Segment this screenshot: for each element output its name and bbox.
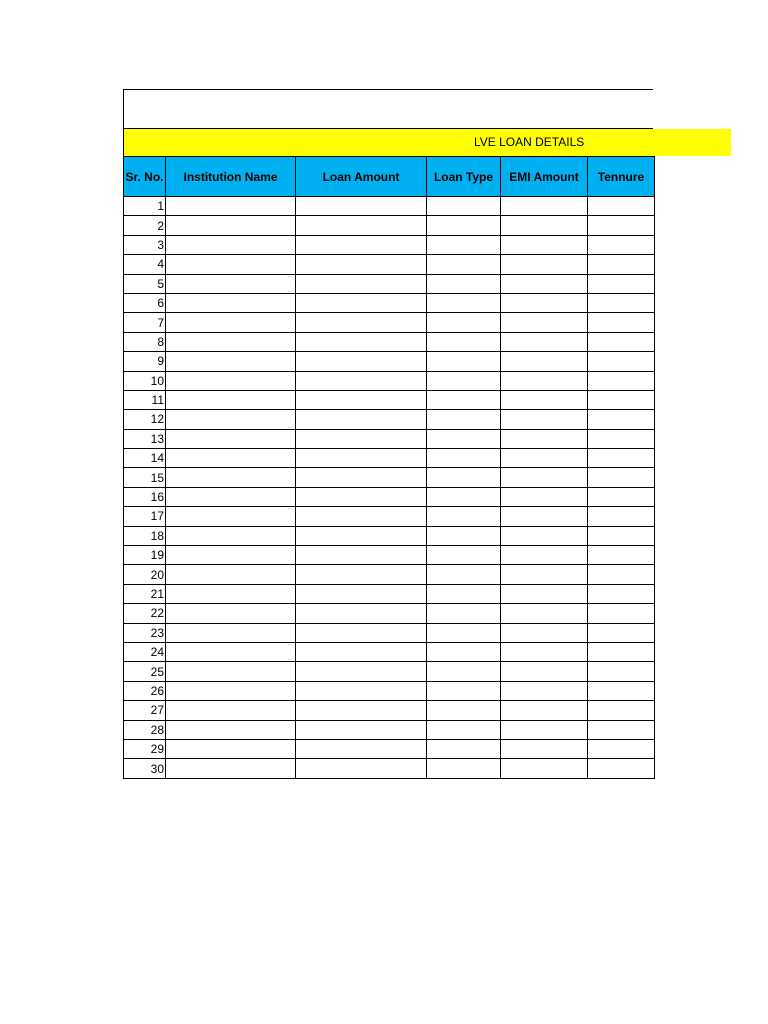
table-row [124, 662, 655, 681]
institution-name-cell[interactable] [166, 701, 296, 720]
loan-type-cell[interactable] [427, 681, 501, 700]
tennure-cell[interactable] [588, 584, 655, 603]
column-header-institution-name: Institution Name [166, 157, 296, 197]
loan-type-cell[interactable] [427, 546, 501, 565]
institution-name-cell[interactable] [166, 604, 296, 623]
sr-no-cell: 3 [124, 235, 166, 254]
institution-name-cell[interactable] [166, 487, 296, 506]
table-row [124, 623, 655, 642]
table-row [124, 235, 655, 254]
column-header-loan-amount: Loan Amount [296, 157, 427, 197]
tennure-cell[interactable] [588, 410, 655, 429]
tennure-cell[interactable] [588, 332, 655, 351]
tennure-cell[interactable] [588, 274, 655, 293]
table-row [124, 507, 655, 526]
sr-no-cell: 8 [124, 332, 166, 351]
loan-amount-cell[interactable] [296, 468, 427, 487]
loan-amount-cell[interactable] [296, 332, 427, 351]
loan-amount-cell[interactable] [296, 449, 427, 468]
sr-no-cell: 30 [124, 759, 166, 778]
loan-type-cell[interactable] [427, 274, 501, 293]
loan-amount-cell[interactable] [296, 410, 427, 429]
institution-name-cell[interactable] [166, 759, 296, 778]
institution-name-cell[interactable] [166, 546, 296, 565]
loan-amount-cell[interactable] [296, 701, 427, 720]
institution-name-cell[interactable] [166, 681, 296, 700]
blank-header-box [123, 89, 653, 129]
table-body [124, 197, 655, 779]
sr-no-cell: 4 [124, 255, 166, 274]
loan-type-cell[interactable] [427, 487, 501, 506]
tennure-cell[interactable] [588, 546, 655, 565]
sr-no-cell: 17 [124, 507, 166, 526]
institution-name-cell[interactable] [166, 197, 296, 216]
table-row [124, 255, 655, 274]
loan-type-cell[interactable] [427, 313, 501, 332]
sr-no-cell: 27 [124, 701, 166, 720]
institution-name-cell[interactable] [166, 662, 296, 681]
loan-amount-cell[interactable] [296, 681, 427, 700]
loan-type-cell[interactable] [427, 507, 501, 526]
loan-amount-cell[interactable] [296, 623, 427, 642]
table-row [124, 468, 655, 487]
tennure-cell[interactable] [588, 759, 655, 778]
tennure-cell[interactable] [588, 429, 655, 448]
loan-amount-cell[interactable] [296, 739, 427, 758]
institution-name-cell[interactable] [166, 313, 296, 332]
tennure-cell[interactable] [588, 642, 655, 661]
institution-name-cell[interactable] [166, 623, 296, 642]
emi-amount-cell[interactable] [501, 332, 588, 351]
emi-amount-cell[interactable] [501, 759, 588, 778]
column-header-tennure: Tennure [588, 157, 655, 197]
table-row [124, 352, 655, 371]
loan-amount-cell[interactable] [296, 526, 427, 545]
institution-name-cell[interactable] [166, 293, 296, 312]
tennure-cell[interactable] [588, 371, 655, 390]
loan-amount-cell[interactable] [296, 642, 427, 661]
sr-no-cell: 28 [124, 720, 166, 739]
tennure-cell[interactable] [588, 604, 655, 623]
emi-amount-cell[interactable] [501, 546, 588, 565]
table-row [124, 584, 655, 603]
table-row [124, 216, 655, 235]
table-row [124, 410, 655, 429]
loan-amount-cell[interactable] [296, 197, 427, 216]
institution-name-cell[interactable] [166, 642, 296, 661]
loan-amount-cell[interactable] [296, 390, 427, 409]
sr-no-cell: 19 [124, 546, 166, 565]
loan-amount-cell[interactable] [296, 371, 427, 390]
sr-no-cell: 5 [124, 274, 166, 293]
emi-amount-cell[interactable] [501, 197, 588, 216]
loan-details-sheet [123, 89, 653, 776]
institution-name-cell[interactable] [166, 468, 296, 487]
emi-amount-cell[interactable] [501, 720, 588, 739]
loan-type-cell[interactable] [427, 216, 501, 235]
tennure-cell[interactable] [588, 662, 655, 681]
table-row [124, 720, 655, 739]
sr-no-cell: 9 [124, 352, 166, 371]
tennure-cell[interactable] [588, 468, 655, 487]
loan-amount-cell[interactable] [296, 216, 427, 235]
table-row [124, 390, 655, 409]
emi-amount-cell[interactable] [501, 565, 588, 584]
institution-name-cell[interactable] [166, 352, 296, 371]
loan-type-cell[interactable] [427, 739, 501, 758]
tennure-cell[interactable] [588, 720, 655, 739]
column-header-loan-type: Loan Type [427, 157, 501, 197]
loan-type-cell[interactable] [427, 720, 501, 739]
tennure-cell[interactable] [588, 565, 655, 584]
sr-no-cell: 13 [124, 429, 166, 448]
table-row [124, 313, 655, 332]
institution-name-cell[interactable] [166, 507, 296, 526]
table-row [124, 487, 655, 506]
loan-type-cell[interactable] [427, 390, 501, 409]
sr-no-cell: 2 [124, 216, 166, 235]
loan-type-cell[interactable] [427, 255, 501, 274]
loan-type-cell[interactable] [427, 429, 501, 448]
institution-name-cell[interactable] [166, 274, 296, 293]
emi-amount-cell[interactable] [501, 235, 588, 254]
loan-amount-cell[interactable] [296, 313, 427, 332]
institution-name-cell[interactable] [166, 720, 296, 739]
sr-no-cell: 18 [124, 526, 166, 545]
institution-name-cell[interactable] [166, 429, 296, 448]
loan-type-cell[interactable] [427, 410, 501, 429]
emi-amount-cell[interactable] [501, 293, 588, 312]
institution-name-cell[interactable] [166, 739, 296, 758]
loan-type-cell[interactable] [427, 623, 501, 642]
tennure-cell[interactable] [588, 293, 655, 312]
loan-amount-cell[interactable] [296, 546, 427, 565]
emi-amount-cell[interactable] [501, 371, 588, 390]
loan-amount-cell[interactable] [296, 255, 427, 274]
emi-amount-cell[interactable] [501, 584, 588, 603]
institution-name-cell[interactable] [166, 410, 296, 429]
tennure-cell[interactable] [588, 507, 655, 526]
sr-no-cell: 20 [124, 565, 166, 584]
tennure-cell[interactable] [588, 739, 655, 758]
institution-name-cell[interactable] [166, 449, 296, 468]
emi-amount-cell[interactable] [501, 739, 588, 758]
tennure-cell[interactable] [588, 681, 655, 700]
loan-type-cell[interactable] [427, 701, 501, 720]
emi-amount-cell[interactable] [501, 623, 588, 642]
loan-type-cell[interactable] [427, 526, 501, 545]
emi-amount-cell[interactable] [501, 604, 588, 623]
sr-no-cell: 6 [124, 293, 166, 312]
tennure-cell[interactable] [588, 623, 655, 642]
loan-amount-cell[interactable] [296, 604, 427, 623]
institution-name-cell[interactable] [166, 332, 296, 351]
emi-amount-cell[interactable] [501, 352, 588, 371]
sr-no-cell: 16 [124, 487, 166, 506]
loan-amount-cell[interactable] [296, 235, 427, 254]
sr-no-cell: 14 [124, 449, 166, 468]
column-header-emi-amount: EMI Amount [501, 157, 588, 197]
loan-amount-cell[interactable] [296, 759, 427, 778]
sr-no-cell: 22 [124, 604, 166, 623]
tennure-cell[interactable] [588, 313, 655, 332]
tennure-cell[interactable] [588, 487, 655, 506]
table-row [124, 642, 655, 661]
emi-amount-cell[interactable] [501, 681, 588, 700]
tennure-cell[interactable] [588, 197, 655, 216]
emi-amount-cell[interactable] [501, 449, 588, 468]
emi-amount-cell[interactable] [501, 642, 588, 661]
institution-name-cell[interactable] [166, 255, 296, 274]
table-row [124, 759, 655, 778]
loan-amount-cell[interactable] [296, 662, 427, 681]
emi-amount-cell[interactable] [501, 410, 588, 429]
loan-amount-cell[interactable] [296, 584, 427, 603]
table-row [124, 565, 655, 584]
loan-amount-cell[interactable] [296, 507, 427, 526]
loan-type-cell[interactable] [427, 449, 501, 468]
loan-amount-cell[interactable] [296, 274, 427, 293]
sr-no-cell: 7 [124, 313, 166, 332]
sr-no-cell: 10 [124, 371, 166, 390]
institution-name-cell[interactable] [166, 565, 296, 584]
sr-no-cell: 29 [124, 739, 166, 758]
tennure-cell[interactable] [588, 255, 655, 274]
loan-type-cell[interactable] [427, 352, 501, 371]
table-row [124, 449, 655, 468]
loan-amount-cell[interactable] [296, 565, 427, 584]
sr-no-cell: 12 [124, 410, 166, 429]
table-row [124, 197, 655, 216]
sr-no-cell: 15 [124, 468, 166, 487]
emi-amount-cell[interactable] [501, 701, 588, 720]
table-row [124, 429, 655, 448]
table-row [124, 739, 655, 758]
loan-type-cell[interactable] [427, 468, 501, 487]
institution-name-cell[interactable] [166, 390, 296, 409]
loan-type-cell[interactable] [427, 293, 501, 312]
loan-type-cell[interactable] [427, 759, 501, 778]
table-row [124, 274, 655, 293]
loan-amount-cell[interactable] [296, 487, 427, 506]
sr-no-cell: 11 [124, 390, 166, 409]
loan-type-cell[interactable] [427, 235, 501, 254]
table-row [124, 546, 655, 565]
loan-amount-cell[interactable] [296, 429, 427, 448]
emi-amount-cell[interactable] [501, 526, 588, 545]
loan-type-cell[interactable] [427, 584, 501, 603]
loan-type-cell[interactable] [427, 604, 501, 623]
table-row [124, 371, 655, 390]
sr-no-cell: 24 [124, 642, 166, 661]
sr-no-cell: 25 [124, 662, 166, 681]
sr-no-cell: 1 [124, 197, 166, 216]
emi-amount-cell[interactable] [501, 255, 588, 274]
table-row [124, 293, 655, 312]
table-row [124, 332, 655, 351]
loan-type-cell[interactable] [427, 642, 501, 661]
sr-no-cell: 21 [124, 584, 166, 603]
institution-name-cell[interactable] [166, 526, 296, 545]
table-row [124, 604, 655, 623]
table-row [124, 526, 655, 545]
loan-type-cell[interactable] [427, 662, 501, 681]
title-band [123, 129, 731, 156]
loan-table [123, 156, 655, 779]
institution-name-cell[interactable] [166, 216, 296, 235]
table-row [124, 681, 655, 700]
loan-type-cell[interactable] [427, 371, 501, 390]
tennure-cell[interactable] [588, 701, 655, 720]
column-header-sr-no: Sr. No. [124, 157, 166, 197]
tennure-cell[interactable] [588, 235, 655, 254]
loan-amount-cell[interactable] [296, 352, 427, 371]
table-row [124, 701, 655, 720]
loan-amount-cell[interactable] [296, 720, 427, 739]
header-row [124, 157, 655, 197]
emi-amount-cell[interactable] [501, 468, 588, 487]
institution-name-cell[interactable] [166, 235, 296, 254]
loan-amount-cell[interactable] [296, 293, 427, 312]
tennure-cell[interactable] [588, 449, 655, 468]
institution-name-cell[interactable] [166, 584, 296, 603]
tennure-cell[interactable] [588, 526, 655, 545]
sheet-title: LVE LOAN DETAILS [474, 135, 585, 149]
tennure-cell[interactable] [588, 390, 655, 409]
sr-no-cell: 26 [124, 681, 166, 700]
emi-amount-cell[interactable] [501, 274, 588, 293]
tennure-cell[interactable] [588, 216, 655, 235]
emi-amount-cell[interactable] [501, 487, 588, 506]
sr-no-cell: 23 [124, 623, 166, 642]
loan-type-cell[interactable] [427, 565, 501, 584]
tennure-cell[interactable] [588, 352, 655, 371]
emi-amount-cell[interactable] [501, 662, 588, 681]
loan-type-cell[interactable] [427, 197, 501, 216]
emi-amount-cell[interactable] [501, 313, 588, 332]
loan-type-cell[interactable] [427, 332, 501, 351]
emi-amount-cell[interactable] [501, 390, 588, 409]
emi-amount-cell[interactable] [501, 429, 588, 448]
emi-amount-cell[interactable] [501, 507, 588, 526]
emi-amount-cell[interactable] [501, 216, 588, 235]
institution-name-cell[interactable] [166, 371, 296, 390]
